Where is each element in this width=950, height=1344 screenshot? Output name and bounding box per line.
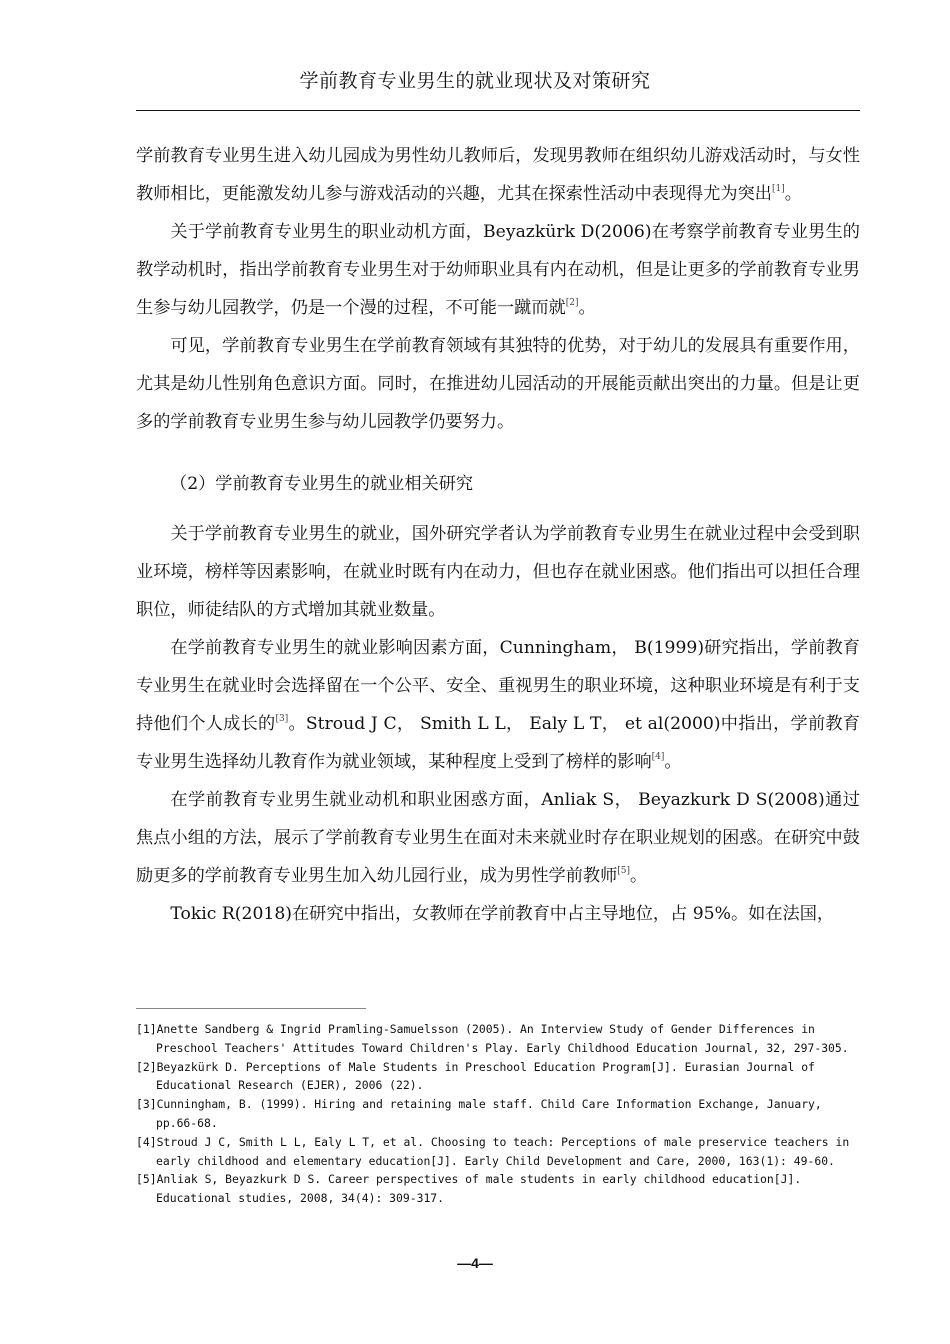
footnote-rule: [136, 1008, 366, 1009]
body-text: [136, 137, 860, 933]
paragraph-2: 关于学前教育专业男生的职业动机方面，Beyazkürk D(2006)在考察学前教育专业男生的教学动机时，指出学前教育专业男生对于幼师职业具有内在动机，但是让更多的学前教育专业男生参与幼儿园教学，仍是一个漫的过程，不可能一蹴而就[2]。: [136, 222, 860, 318]
footnote-1: [1]Anette Sandberg & Ingrid Pramling-Samuelsson (2005). An Interview Study of Gender Differences in Preschool Teachers' Attitudes Toward Children's Play. Early Childhood Education Journal, 32, 297-305.: [136, 1022, 849, 1055]
paragraph-6: 在学前教育专业男生就业动机和职业困惑方面，Anliak S， Beyazkurk D S(2008)通过焦点小组的方法，展示了学前教育专业男生在面对未来就业时存在职业规划的困惑。在研究中鼓励更多的学前教育专业男生加入幼儿园行业，成为男性学前教师[5]。: [136, 790, 860, 886]
footnote-3: [3]Cunningham, B. (1999). Hiring and retaining male staff. Child Care Information Exchange, January, pp.66-68.: [136, 1097, 822, 1130]
section-gap: [136, 441, 860, 465]
citation-5[interactable]: [5]: [617, 866, 631, 876]
footnote-2: [2]Beyazkürk D. Perceptions of Male Students in Preschool Education Program[J]. Eurasian Journal of Educational Research (EJER), 2006 (22).: [136, 1059, 815, 1093]
footnote-4: [4]Stroud J C, Smith L L, Ealy L T, et al. Choosing to teach: Perceptions of male preservice teachers in early childhood and elementary education[J]. Early Child Development and Care, 2000, 163(1): 49-60.: [136, 1134, 850, 1168]
header-rule: [136, 110, 860, 111]
page-number: —4—: [457, 1255, 493, 1271]
paragraph-3: 可见，学前教育专业男生在学前教育领域有其独特的优势，对于幼儿的发展具有重要作用，尤其是幼儿性别角色意识方面。同时，在推进幼儿园活动的开展能贡献出突出的力量。但是让更多的学前教育专业男生参与幼儿园教学仍要努力。: [136, 336, 860, 432]
section-heading: （2）学前教育专业男生的就业相关研究: [170, 474, 474, 494]
running-header: 学前教育专业男生的就业现状及对策研究: [299, 70, 651, 92]
heading-gap: [136, 503, 860, 515]
paragraph-4: 关于学前教育专业男生的就业，国外研究学者认为学前教育专业男生在就业过程中会受到职业环境，榜样等因素影响，在就业时既有内在动力，但也存在就业困惑。他们指出可以担任合理职位，师徒结队的方式增加其就业数量。: [136, 524, 860, 620]
paragraph-7: Tokic R(2018)在研究中指出，女教师在学前教育中占主导地位，占 95%。如在法国，: [170, 904, 835, 924]
citation-1[interactable]: [1]: [771, 184, 785, 194]
paragraph-1: 学前教育专业男生进入幼儿园成为男性幼儿教师后，发现男教师在组织幼儿游戏活动时，与女性教师相比，更能激发幼儿参与游戏活动的兴趣，尤其在探索性活动中表现得尤为突出[1]。: [136, 146, 860, 204]
footnote-5: [5]Anliak S, Beyazkurk D S. Career perspectives of male students in early childhood education[J]. Educational studies, 2008, 34(4): 309-317.: [136, 1172, 802, 1206]
citation-2[interactable]: [2]: [565, 298, 579, 308]
citation-4[interactable]: [4]: [651, 752, 665, 762]
citation-3[interactable]: [3]: [275, 714, 289, 724]
footnotes: [136, 1020, 866, 1208]
paragraph-5: 在学前教育专业男生的就业影响因素方面，Cunningham， B(1999)研究指出，学前教育专业男生在就业时会选择留在一个公平、安全、重视男生的职业环境，这种职业环境是有利于支持他们个人成长的[3]。Stroud J C， Smith L L， Ealy L T， et al(2000)中指出，学前教育专业男生选择幼儿教育作为就业领域，某种程度上受到了榜样的影响[4]。: [136, 638, 860, 772]
